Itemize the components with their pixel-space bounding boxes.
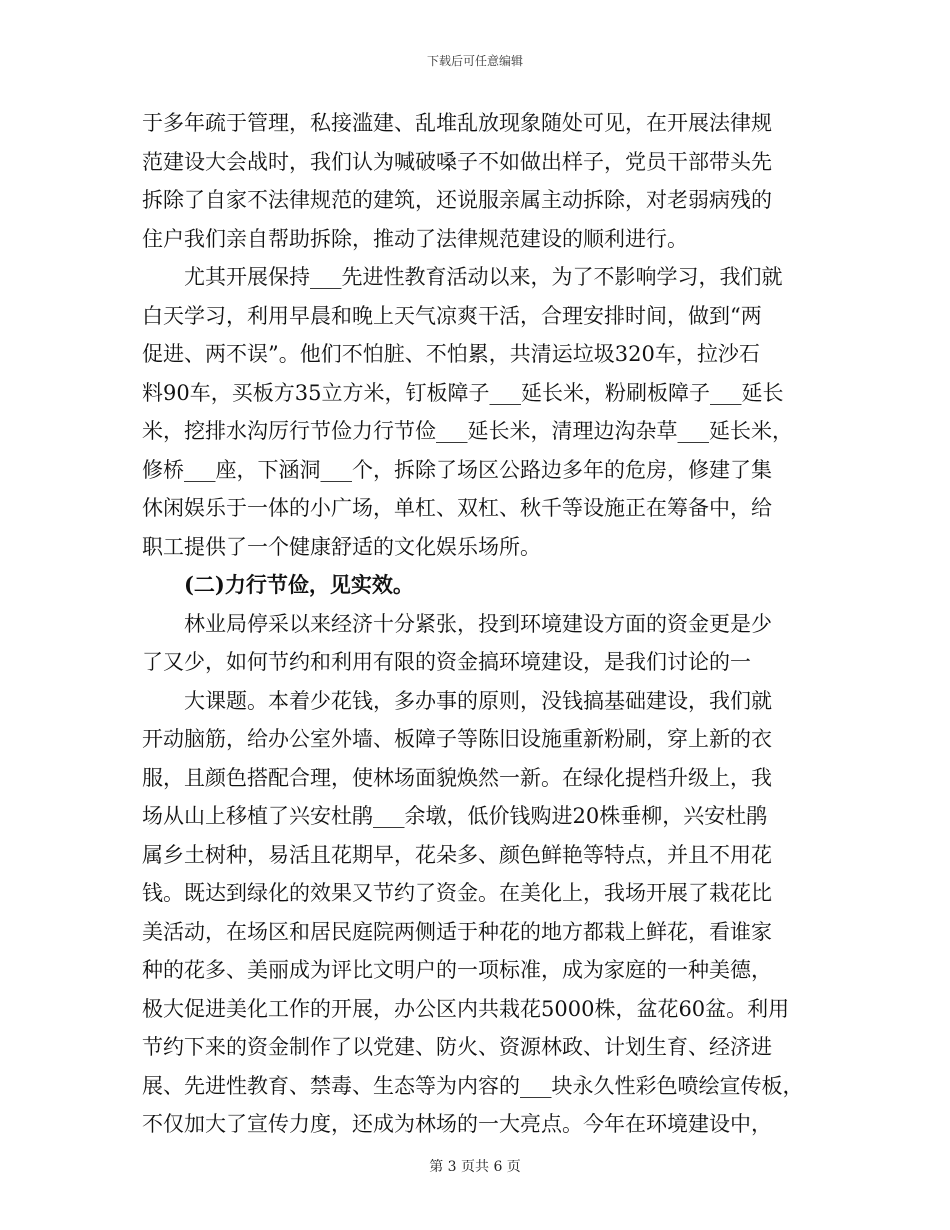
paragraph-start-line: 林业局停采以来经济十分紧张，投到环境建设方面的资金更是少 [184,611,772,636]
text-line: 休闲娱乐于一体的小广场，单杠、双杠、秋千等设施正在筹备中，给 [142,496,772,520]
text-line: 不仅加大了宣传力度，还成为林场的一大亮点。今年在环境建设中， [142,1112,772,1136]
text-line: 钱。既达到绿化的效果又节约了资金。在美化上，我场开展了栽花比 [142,881,772,905]
text-line: 美活动，在场区和居民庭院两侧适于种花的地方都栽上鲜花，看谁家 [142,919,772,944]
text-line: 开动脑筋，给办公室外墙、板障子等陈旧设施重新粉刷，穿上新的衣 [142,727,772,751]
text-line: 展、先进性教育、禁毒、生态等为内容的___块永久性彩色喷绘宣传板， [142,1073,804,1098]
text-line: 住户我们亲自帮助拆除，推动了法律规范建设的顺利进行。 [142,226,688,251]
text-line: 于多年疏于管理，私接滥建、乱堆乱放现象随处可见，在开展法律规 [142,111,772,135]
text-line: 了又少，如何节约和利用有限的资金搞环境建设，是我们讨论的一 [142,650,751,674]
text-line: 拆除了自家不法律规范的建筑，还说服亲属主动拆除，对老弱病残的 [142,188,772,212]
text-line: 促进、两不误”。他们不怕脏、不怕累，共清运垃圾320车，拉沙石 [142,342,760,366]
text-line: 极大促进美化工作的开展，办公区内共栽花5000株，盆花60盆。利用 [142,996,790,1021]
section-heading: (二)力行节俭，见实效。 [184,572,414,597]
page-footer: 第 3 页共 6 页 [429,1159,521,1175]
text-line: 种的花多、美丽成为评比文明户的一项标准，成为家庭的一种美德， [142,958,772,982]
text-line: 服，且颜色搭配合理，使林场面貌焕然一新。在绿化提档升级上，我 [142,765,772,790]
text-line: 修桥___座，下涵洞___个，拆除了场区公路边多年的危房，修建了集 [142,457,772,482]
text-line: 场从山上移植了兴安杜鹃___余墩，低价钱购进20株垂柳，兴安杜鹃 [142,804,768,828]
text-line: 属乡土树种，易活且花期早，花朵多、颜色鲜艳等特点，并且不用花 [142,842,772,867]
paragraph-start-line: 尤其开展保持___先进性教育活动以来，为了不影响学习，我们就 [184,265,783,289]
paragraph-start-line: 大课题。本着少花钱，多办事的原则，没钱搞基础建设，我们就 [184,688,772,713]
text-line: 米，挖排水沟厉行节俭力行节俭___延长米，清理边沟杂草___延长米， [142,419,793,443]
document-body [142,104,814,1144]
page-header: 下载后可任意编辑 [426,54,523,68]
text-line: 节约下来的资金制作了以党建、防火、资源林政、计划生育、经济进 [142,1035,772,1059]
text-line: 职工提供了一个健康舒适的文化娱乐场所。 [142,534,541,559]
text-line: 白天学习，利用早晨和晚上天气凉爽干活，合理安排时间，做到“两 [142,303,762,328]
text-line: 范建设大会战时，我们认为喊破嗓子不如做出样子，党员干部带头先 [142,149,772,174]
text-line: 料90车，买板方35立方米，钉板障子___延长米，粉刷板障子___延长 [142,380,784,405]
